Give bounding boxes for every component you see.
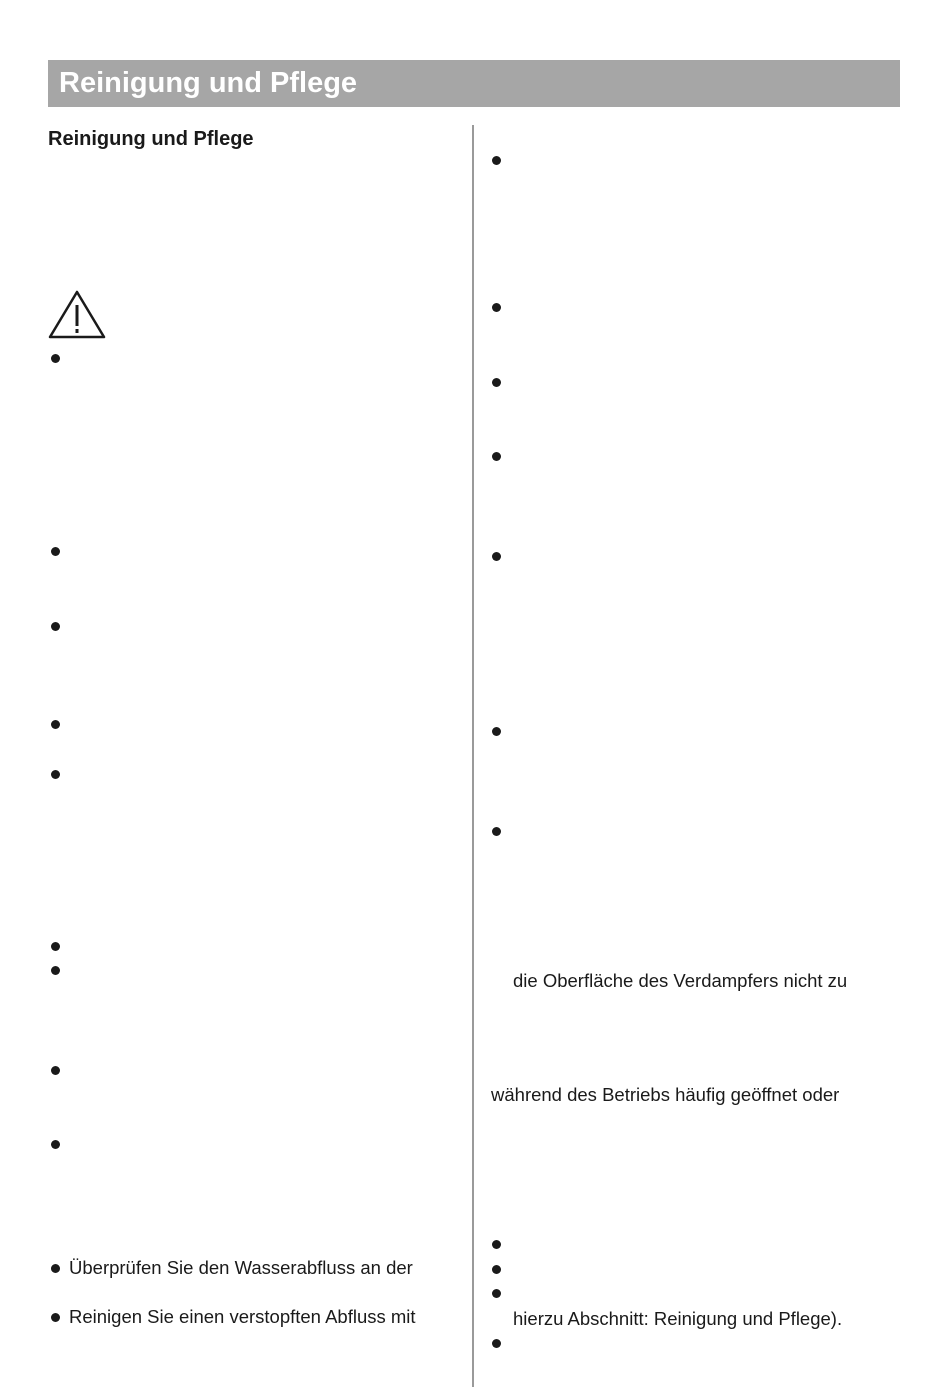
list-item-text: während des Betriebs häufig geöffnet oder bbox=[491, 1084, 840, 1105]
list-bullet bbox=[492, 378, 501, 387]
list-bullet bbox=[492, 1339, 501, 1348]
list-bullet bbox=[51, 720, 60, 729]
list-bullet bbox=[51, 547, 60, 556]
list-bullet bbox=[492, 303, 501, 312]
list-bullet bbox=[492, 1289, 501, 1298]
list-bullet bbox=[492, 452, 501, 461]
list-bullet bbox=[51, 1264, 60, 1273]
list-bullet bbox=[492, 827, 501, 836]
list-item-text: Reinigen Sie einen verstopften Abfluss mit bbox=[69, 1306, 416, 1327]
list-item-text: hierzu Abschnitt: Reinigung und Pflege). bbox=[513, 1308, 843, 1329]
column-divider bbox=[472, 125, 474, 1387]
list-bullet bbox=[51, 942, 60, 951]
list-bullet bbox=[51, 354, 60, 363]
list-bullet bbox=[51, 622, 60, 631]
header-bar bbox=[48, 60, 900, 107]
list-item-text: die Oberfläche des Verdampfers nicht zu bbox=[513, 970, 848, 991]
list-bullet bbox=[492, 1265, 501, 1274]
warning-triangle-icon bbox=[48, 290, 106, 340]
list-bullet bbox=[51, 966, 60, 975]
list-bullet bbox=[492, 1240, 501, 1249]
list-bullet bbox=[492, 156, 501, 165]
list-item-text: Überprüfen Sie den Wasserabfluss an der bbox=[69, 1257, 413, 1278]
list-bullet bbox=[492, 552, 501, 561]
list-bullet bbox=[51, 1140, 60, 1149]
list-bullet bbox=[492, 727, 501, 736]
list-bullet bbox=[51, 1313, 60, 1322]
page-title: Reinigung und Pflege bbox=[59, 67, 358, 99]
list-bullet bbox=[51, 770, 60, 779]
section-heading: Reinigung und Pflege bbox=[48, 128, 254, 150]
list-bullet bbox=[51, 1066, 60, 1075]
